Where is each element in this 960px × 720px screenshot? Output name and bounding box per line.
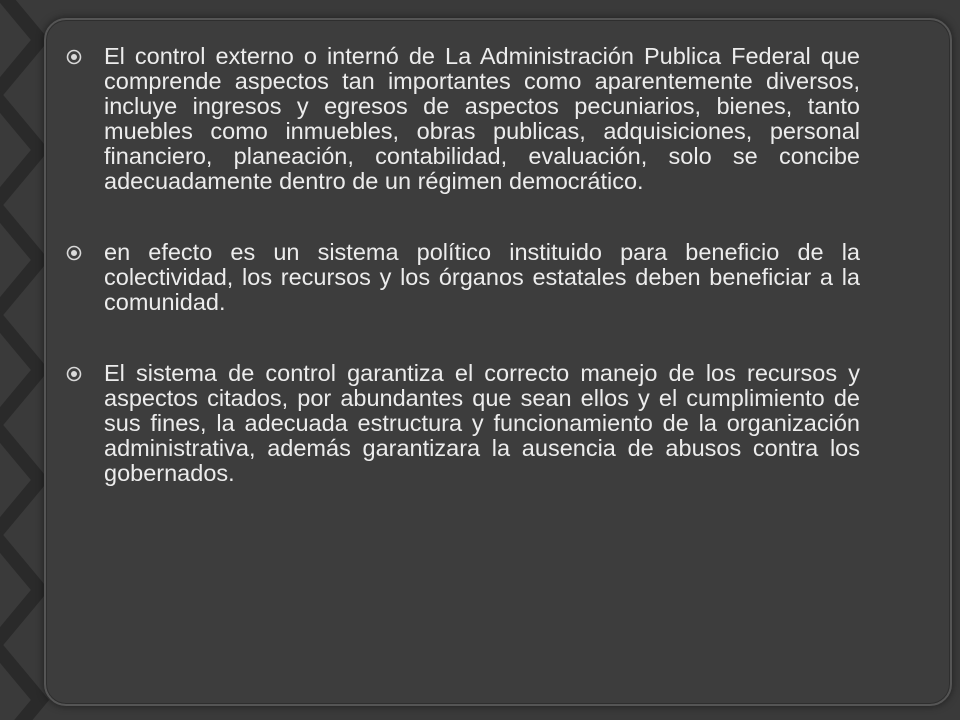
- target-bullet-icon: [66, 49, 82, 65]
- target-bullet-icon: [66, 366, 82, 382]
- bullet-item: [60, 240, 860, 315]
- bullet-item: [60, 44, 860, 194]
- bullet-item: [60, 361, 860, 486]
- bullet-list: [60, 44, 860, 532]
- bullet-text: El control externo o internó de La Administración Publica Federal que comprende aspectos tan importantes como aparentemente diversos, incluye ingresos y egresos de aspectos pecuniarios, bienes, tanto muebles como inmuebles, obras publicas, adquisiciones, personal financiero, planeación, contabilidad, evaluación, solo se concibe adecuadamente dentro de un régimen democrático.: [104, 43, 860, 194]
- target-bullet-icon: [66, 245, 82, 261]
- bullet-text: El sistema de control garantiza el correcto manejo de los recursos y aspectos citados, por abundantes que sean ellos y el cumplimiento de sus fines, la adecuada estructura y funcionamiento de la organización administrativa, además garantizara la ausencia de abusos contra los gobernados.: [104, 360, 860, 486]
- bullet-text: en efecto es un sistema político instituido para beneficio de la colectividad, los recursos y los órganos estatales deben beneficiar a la comunidad.: [104, 239, 860, 315]
